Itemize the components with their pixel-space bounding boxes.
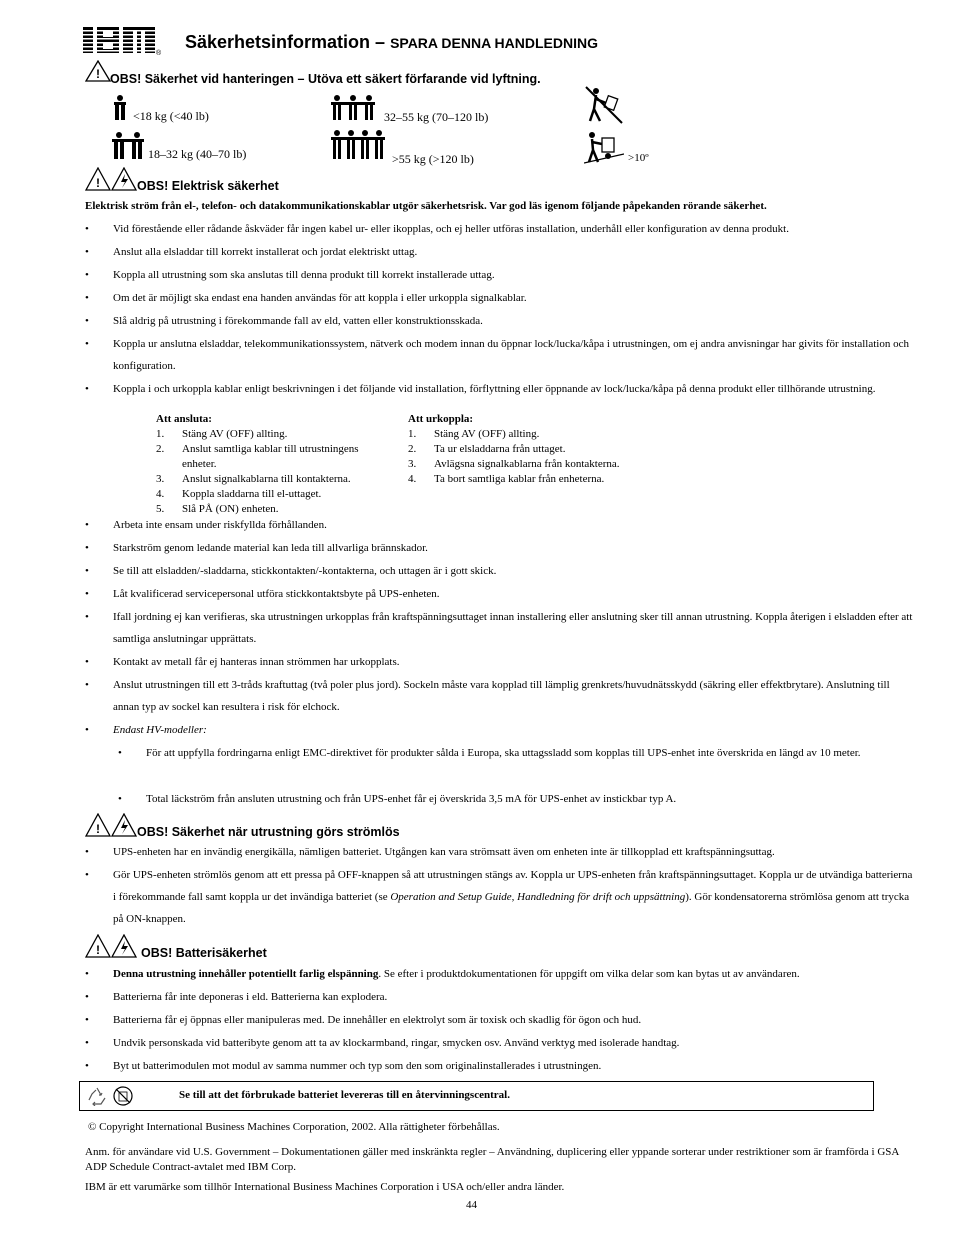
step: 3. Avlägsna signalkablarna från kontakterna. bbox=[408, 458, 620, 470]
list-item: • Starkström genom ledande material kan leda till allvarliga brännskador. bbox=[85, 537, 915, 559]
connect-heading: Att ansluta: bbox=[156, 413, 212, 425]
step: 5. Slå PÅ (ON) enheten. bbox=[156, 503, 279, 515]
list-item: • Batterierna får ej öppnas eller manipuleras med. De innehåller en elektrolyt som är toxisk och skadlig för ögon och hud. bbox=[85, 1009, 915, 1031]
list-item: • Vid förestående eller rådande åskväder får ingen kabel ur- eller ikopplas, och ej heller utföras installation, underhåll eller konfiguration av denna produkt. bbox=[85, 218, 915, 240]
lift-weight-3: 32–55 kg (70–120 lb) bbox=[384, 110, 489, 124]
government-note: Anm. för användare vid U.S. Government – Dokumentationen gäller med inskränkta regler – Användning, duplicering eller yppande sorterar under restriktioner som är framförda i GSA ADP Schedule Contract-avtalet med IBM Corp. bbox=[85, 1146, 899, 1173]
list-item: • Kontakt av metall får ej hanteras innan strömmen har urkopplats. bbox=[85, 651, 915, 673]
recycle-text: Se till att det förbrukade batteriet levereras till en återvinningscentral. bbox=[179, 1089, 510, 1101]
powerless-heading: OBS! Säkerhet när utrustning görs strömlös bbox=[137, 825, 400, 839]
step: 2. Ta ur elsladdarna från uttaget. bbox=[408, 443, 566, 455]
list-item: • För att uppfylla fordringarna enligt EMC-direktivet för produkter sålda i Europa, ska uttagssladd som kopplas till UPS-enhet inte överskrida en längd av 10 meter. bbox=[118, 742, 918, 764]
list-item: • Slå aldrig på utrustning i förekommande fall av eld, vatten eller konstruktionsskada. bbox=[85, 310, 915, 332]
no-ramp-cart-icon bbox=[584, 85, 624, 128]
list-item: • UPS-enheten har en invändig energikälla, nämligen batteriet. Utgången kan vara strömsatt även om enheten inte är tillkopplad ett kraftspänningsuttag. bbox=[85, 841, 915, 863]
recycle-box bbox=[79, 1081, 874, 1111]
svg-text:!: ! bbox=[96, 822, 100, 836]
recycle-icon bbox=[86, 1086, 108, 1109]
connect-steps bbox=[156, 412, 391, 517]
copyright: © Copyright International Business Machines Corporation, 2002. Alla rättigheter förbehållas. bbox=[88, 1121, 500, 1133]
page-number: 44 bbox=[466, 1199, 477, 1211]
list-item: • Gör UPS-enheten strömlös genom att ett pressa på OFF-knappen så att utrustningen stängs av. Koppla ur UPS-enheten från kraftspänningsuttaget. Koppla ur de utvändiga batterierna i förekommande fall samt koppla ur det invändiga batteriet (se Operation and Setup Guide, Handledning för drift och uppsättning). Gör kondensatorerna strömlösa genom att trycka på ON-knappen. bbox=[85, 864, 915, 930]
disconnect-heading: Att urkoppla: bbox=[408, 413, 474, 425]
lift-weight-2: 18–32 kg (40–70 lb) bbox=[148, 147, 247, 161]
ramp-cart-icon bbox=[584, 130, 624, 167]
svg-text:®: ® bbox=[156, 50, 162, 57]
list-item: • Arbeta inte ensam under riskfyllda förhållanden. bbox=[85, 514, 915, 536]
list-item: • Endast HV-modeller: bbox=[85, 719, 915, 741]
warning-triangle-icon bbox=[85, 60, 111, 85]
step: 1. Stäng AV (OFF) allting. bbox=[408, 428, 540, 440]
lifting-heading: OBS! Säkerhet vid hanteringen – Utöva ett säkert förfarande vid lyftning. bbox=[110, 72, 541, 86]
list-item: • Om det är möjligt ska endast ena handen användas för att koppla i eller urkoppla signalkablar. bbox=[85, 287, 915, 309]
list-item: • Total läckström från ansluten utrustning och från UPS-enhet får ej överskrida 3,5 mA för UPS-enhet av instickbar typ A. bbox=[118, 788, 918, 810]
step: 4. Koppla sladdarna till el-uttaget. bbox=[156, 488, 322, 500]
list-item: • Se till att elsladden/-sladdarna, stickkontakten/-kontakterna, och uttagen är i gott skick. bbox=[85, 560, 915, 582]
step: 3. Anslut signalkablarna till kontakterna. bbox=[156, 473, 351, 485]
list-item: • Anslut alla elsladdar till korrekt installerat och jordat elektriskt uttag. bbox=[85, 241, 915, 263]
one-person-lift-icon bbox=[112, 95, 128, 124]
list-item: • Koppla all utrustning som ska anslutas till denna produkt till korrekt installerade uttag. bbox=[85, 264, 915, 286]
list-item: • Ifall jordning ej kan verifieras, ska utrustningen urkopplas från kraftspänningsuttaget innan installering eller anslutning sker till annan utrustning. Koppla återigen i elsladden efter att samtliga anslutningar upprättats. bbox=[85, 606, 915, 650]
svg-text:!: ! bbox=[96, 67, 100, 81]
electric-intro: Elektrisk ström från el-, telefon- och datakommunikationskablar utgör säkerhetsrisk. Var god läs igenom följande påpekanden rörande säkerhet. bbox=[85, 200, 767, 212]
disconnect-steps bbox=[408, 412, 708, 487]
warning-shock-icon bbox=[85, 813, 137, 840]
svg-text:!: ! bbox=[96, 943, 100, 957]
four-person-lift-icon bbox=[331, 130, 385, 163]
tilt-angle-label: >10º bbox=[628, 152, 649, 164]
step: 4. Ta bort samtliga kablar från enheterna. bbox=[408, 473, 605, 485]
ibm-logo bbox=[83, 25, 163, 60]
lift-weight-1: <18 kg (<40 lb) bbox=[133, 109, 209, 123]
warning-shock-icon bbox=[85, 167, 137, 194]
list-item: • Låt kvalificerad servicepersonal utföra stickkontaktsbyte på UPS-enheten. bbox=[85, 583, 915, 605]
list-item: • Koppla i och urkoppla kablar enligt beskrivningen i det följande vid installation, förflyttning eller öppnande av lock/lucka/kåpa på denna produkt eller tillhörande utrustning. bbox=[85, 382, 915, 397]
no-trash-icon bbox=[112, 1085, 134, 1110]
list-item: • Undvik personskada vid batteribyte genom att ta av klockarmband, ringar, smycken osv. Använd verktyg med isolerade handtag. bbox=[85, 1032, 915, 1054]
lift-weight-4: >55 kg (>120 lb) bbox=[392, 152, 474, 166]
battery-heading: OBS! Batterisäkerhet bbox=[141, 946, 267, 960]
trademark: IBM är ett varumärke som tillhör International Business Machines Corporation i USA och/eller andra länder. bbox=[85, 1181, 565, 1193]
warning-shock-icon bbox=[85, 934, 137, 961]
list-item: • Anslut utrustningen till ett 3-tråds kraftuttag (två poler plus jord). Sockeln måste vara kopplad till lämplig grenkrets/huvudnätsskydd (säkring eller effektbrytare). Anslutning till annan typ av sockel kan resultera i risk för elchock. bbox=[85, 674, 915, 718]
step: 2. Anslut samtliga kablar till utrustningens enheter. bbox=[156, 443, 359, 470]
two-person-lift-icon bbox=[112, 132, 144, 163]
list-item: • Denna utrustning innehåller potentiellt farlig elspänning. Se efter i produktdokumentationen för uppgift om vilka delar som kan bytas ut av användaren. bbox=[85, 963, 915, 985]
list-item: • Koppla ur anslutna elsladdar, telekommunikationssystem, nätverk och modem innan du öppnar lock/lucka/kåpa i utrustningen, om ej andra anvisningar har givits för installation och konfiguration. bbox=[85, 333, 915, 377]
step: 1. Stäng AV (OFF) allting. bbox=[156, 428, 288, 440]
list-item: • Byt ut batterimodulen mot modul av samma nummer och typ som den som originalinstallerades i utrustningen. bbox=[85, 1055, 915, 1077]
svg-text:!: ! bbox=[96, 176, 100, 190]
page-title: Säkerhetsinformation – SPARA DENNA HANDLEDNING bbox=[185, 32, 598, 52]
list-item: • Batterierna får inte deponeras i eld. Batterierna kan explodera. bbox=[85, 986, 915, 1008]
electric-heading: OBS! Elektrisk säkerhet bbox=[137, 179, 279, 193]
three-person-lift-icon bbox=[331, 95, 375, 124]
